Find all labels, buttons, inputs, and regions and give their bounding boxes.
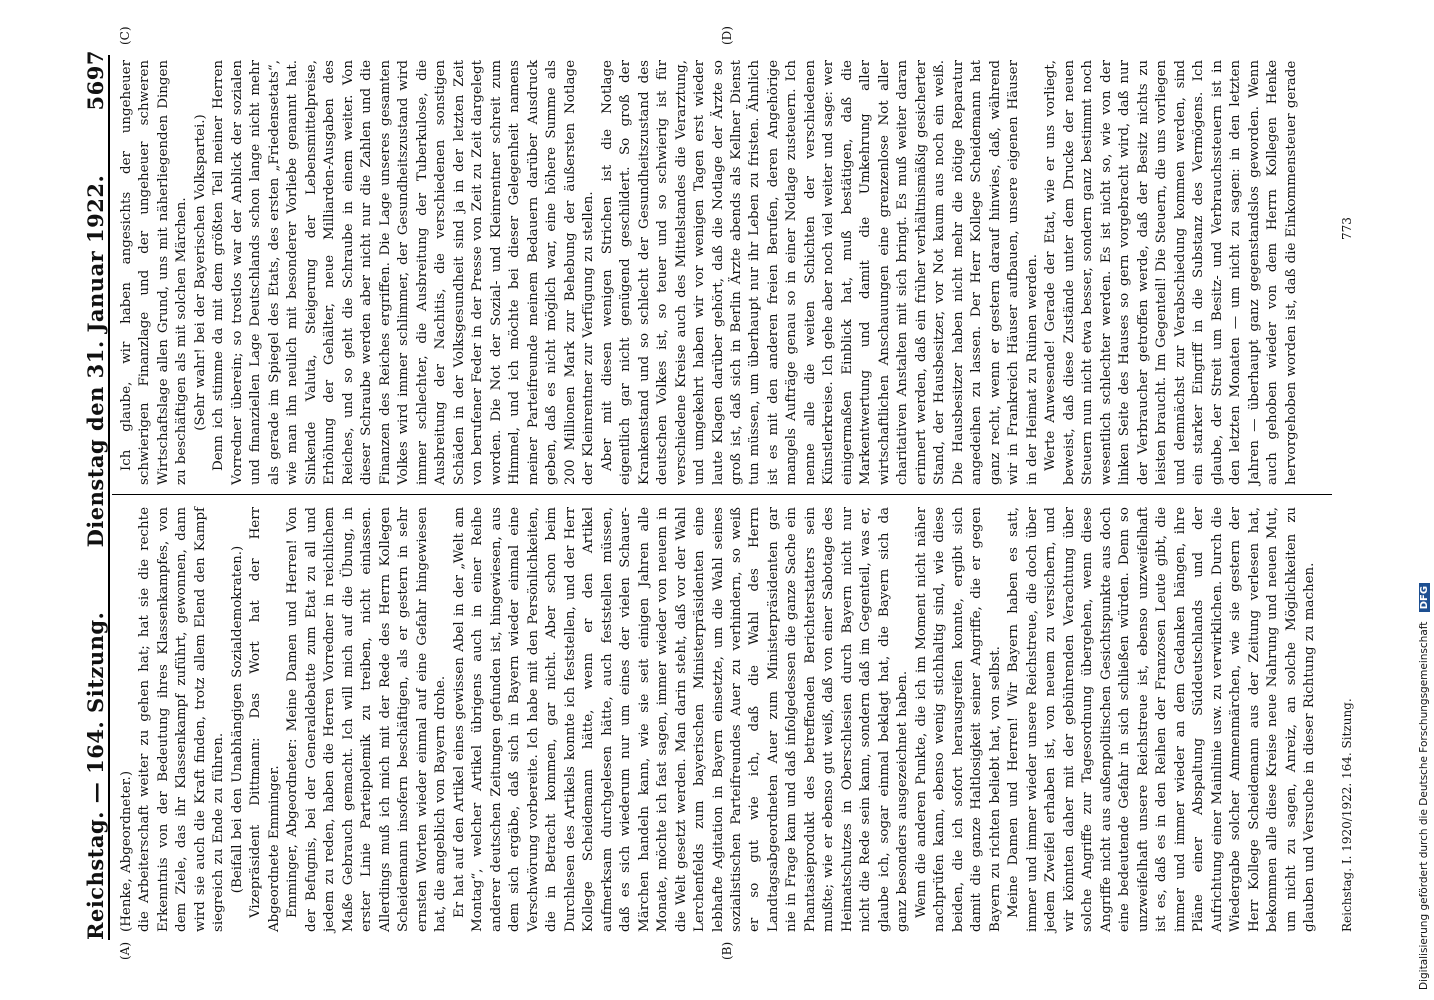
margin-marker-b: (B) xyxy=(720,941,734,960)
paragraph: Denn ich stimme da mit dem größten Teil meiner Herren Vorredner überein; so trostlos war der Anblick der sozialen und finanziellen Lage Deutschlands schon lange nicht mehr als gerade im Spiegel des Etats, des ersten „Friedensetats“, wie man ihn neulich mit besonderer Vorliebe genannt hat. Sinkende Valuta, Steigerung der Lebensmittelpreise, Erhöhung der Gehälter, neue Milliarden-Ausgaben des Reiches, und so geht die Schraube in einem weiter. Von dieser Schraube werden aber nicht nur die Zahlen und die Finanzen des Reiches ergriffen. Die Lage unseres gesamten Volkes wird immer schlimmer, der Gesundheitszustand wird immer schlechter, die Ausbreitung der Tuberkulose, die Ausbreitung der Nachitis, die verschiedenen sonstigen Schäden in der Volksgesundheit sind ja in der letzten Zeit von berufener Feder in der Presse von Zeit zu Zeit dargelegt worden. Die Not der Sozial- und Kleinrentner schreit zum Himmel, und ich möchte bei dieser Gelegenheit namens meiner Parteifreunde meinem Bedauern darüber Ausdruck geben, daß es nicht möglich war, eine höhere Summe als 200 Millionen Mark zur Behebung der äußersten Notlage der Kleinrentner zur Verfügung zu stellen. xyxy=(211,60,597,485)
paragraph: (Beifall bei den Unabhängigen Sozialdemokraten.) xyxy=(229,545,245,894)
margin-marker-a: (A) xyxy=(118,941,132,960)
page-header xyxy=(80,50,110,940)
column-divider xyxy=(112,494,1332,495)
paragraph: Aber mit diesen wenigen Strichen ist die Notlage eigentlich gar nicht genügend geschildert. So groß der Krankenstand und so schlecht der Gesundheitszustand des deutschen Volkes ist, so teuer und so schwierig ist für verschiedene Kreise auch des Mittelstandes die Verarztung, und umgekehrt haben wir vor wenigen Tagen erst wieder laute Klagen darüber gehört, daß die Notlage der Ärzte so groß ist, daß sich in Berlin Ärzte abends als Kellner Dienst tun müssen, um überhaupt nur ihr Leben zu fristen. Ähnlich ist es mit den anderen freien Berufen, deren Angehörige mangels Aufträge genau so in einer Notlage zusteuern. Ich nenne alle die weiten Schichten der verschiedenen Künstlerkreise. Ich gehe aber noch viel weiter und sage: wer einigermaßen Einblick hat, muß bestätigen, daß die Markentwertung und damit die Umkehrung aller wirtschaftlichen Anschauungen eine grenzenlose Not aller charitativen Anstalten mit sich bringt. Es muß weiter daran erinnert werden, daß ein früher verhältnismäßig gesicherter Stand, der Hausbesitzer, vor Not kaum aus noch ein weiß. Die Hausbesitzer haben nicht mehr die nötige Reparatur angedeihen zu lassen. Der Herr Kollege Scheidemann hat ganz recht, wenn er gestern darauf hinwies, daß, während wir in Frankreich Häuser aufbauen, unsere eigenen Häuser in der Heimat zu Ruinen werden. xyxy=(599,60,1040,485)
margin-marker-c: (C) xyxy=(118,26,132,45)
footer-left: Reichstag. I. 1920/1922. 164. Sitzung. xyxy=(1340,698,1354,932)
paragraph: (Henke, Abgeordneter.) xyxy=(119,770,134,932)
header-date: Dienstag den 31. Januar 1922. xyxy=(82,174,108,548)
left-column xyxy=(118,507,1319,932)
header-rule xyxy=(108,55,110,940)
page-number: 5697 xyxy=(82,50,108,111)
paragraph: die Arbeiterschaft weiter zu gehen hat; hat sie die rechte Erkenntnis von der Bedeutung ihres Klassenkampfes, von dem Ziele, das ihr Klassenkampf zuführt, gewonnen, dann wird sie auch die Kraft finden, trotz allem Elend den Kampf siegreich zu Ende zu führen. xyxy=(137,507,227,932)
paragraph: Emminger, Abgeordneter: Meine Damen und Herren! Von der Befugnis, bei der Generaldebatte zum Etat zu all und jedem zu reden, haben die Herren Vorredner in reichlichem Maße Gebrauch gemacht. Ich will mich auf die Übung, in erster Linie Parteipolemik zu treiben, nicht einlassen. Allerdings muß ich mich mit der Rede des Herrn Kollegen Scheidemann insofern beschäftigen, als er gestern in sehr ernsten Worten wieder einmal auf eine Gefahr hingewiesen hat, die angeblich von Bayern drohe. xyxy=(285,507,449,932)
sidebar-text: Digitalisierung gefördert durch die Deutsche Forschungsgemeinschaft xyxy=(1418,621,1430,990)
paragraph: Meine Damen und Herren! Wir Bayern haben es satt, immer und immer wieder unsere Reichstreue, die doch über jedem Zweifel erhaben ist, von neuem zu versichern, und wir könnten daher mit der gebührenden Verachtung über solche Angriffe zur Tagesordnung übergehen, wenn diese Angriffe nicht aus außenpolitischen Gesichtspunkte aus doch eine bedeutende Gefahr in sich schließen würden. Denn so unzweifelhaft unsere Reichstreue ist, ebenso unzweifelhaft ist es, daß es in den Reihen der Franzosen Leute gibt, die immer und immer wieder an dem Gedanken hängen, ihre Pläne einer Abspaltung Süddeutschlands und der Aufrichtung einer Mainlinie usw. zu verwirklichen. Durch die Wiedergabe solcher Ammenmärchen, wie sie gestern der Herr Kollege Scheidemann aus der Zeitung verlesen hat, bekommen alle diese Kreise neue Nahrung und neuen Mut, um nicht zu sagen, Anreiz, an solche Möglichkeiten zu glauben und Versuche in dieser Richtung zu machen. xyxy=(1006,507,1317,932)
header-left: Reichstag. — 164. Sitzung. xyxy=(82,611,108,940)
dfg-logo: DFG xyxy=(1419,583,1430,612)
paragraph: Werte Anwesende! Gerade der Etat, wie er uns vorliegt, beweist, daß diese Zustände unter dem Drucke der neuen Steuern nun nicht etwa besser, sondern ganz bestimmt noch wesentlich schlechter werden. Es ist nicht so, wie von der linken Seite des Hauses so gern vorgebracht wird, daß nur der Verbraucher getroffen werde, daß der Besitz nichts zu leisten braucht. Im Gegenteil! Die Steuern, die uns vorliegen und demnächst zur Verabschiedung kommen werden, sind ein starker Eingriff in die Substanz des Vermögens. Ich glaube, der Streit um Besitz- und Verbrauchssteuern ist in den letzten Monaten — um nicht zu sagen: in den letzten Jahren — überhaupt ganz gegenstandslos geworden. Wenn auch gehoben wieder von dem Herrn Kollegen Henke hervorgehoben worden ist, daß die Einkommensteuer gerade xyxy=(1043,60,1299,485)
footer-page: 773 xyxy=(1340,217,1354,240)
paragraph: Vizepräsident Dittmann: Das Wort hat der Herr Abgeordnete Emminger. xyxy=(248,507,282,932)
paragraph: Wenn die anderen Punkte, die ich im Moment nicht näher nachprüfen kann, ebenso wenig stichhaltig sind, wie diese beiden, die ich sofort herausgreifen konnte, ergibt sich damit die ganze Haltlosigkeit seiner Angriffe, die er gegen Bayern zu richten beliebt hat, von selbst. xyxy=(913,507,1003,932)
margin-marker-d: (D) xyxy=(720,26,734,45)
paragraph: (Sehr wahr! bei der Bayerischen Volkspartei.) xyxy=(192,114,208,431)
paragraph: Ich glaube, wir haben angesichts der ungeheuer schwierigen Finanzlage und der ungeheuer schweren Wirtschaftslage allen Grund, uns mit näherliegenden Dingen zu beschäftigen als mit solchen Märchen. xyxy=(119,60,190,485)
right-column xyxy=(118,60,1301,485)
dfg-sidebar xyxy=(1418,10,1434,990)
paragraph: Er hat auf den Artikel eines gewissen Abel in der „Welt am Montag“, welcher Artikel übrigens auch in einer Reihe anderer deutschen Zeitungen gefunden ist, hingewiesen, aus dem sich ergäbe, daß sich in Bayern wieder einmal eine Verschwörung vorbereite. Ich habe mit den Persönlichkeiten, die in Betracht kommen, gar nicht. Aber schon beim Durchlesen des Artikels konnte ich feststellen, und der Herr Kollege Scheidemann hätte, wenn er den Artikel aufmerksam durchgelesen hätte, auch feststellen müssen, daß es sich wiederum nur um eines der vielen Schauer-Märchen handeln kann, wie sie seit einigen Jahren alle Monate, möchte ich fast sagen, immer wieder von neuem in die Welt gesetzt werden. Man darin steht, daß vor der Wahl Lerchenfelds zum bayerischen Ministerpräsidenten eine lebhafte Agitation in Bayern einsetzte, um die Wahl seines sozialistischen Parteifreundes Auer zu verhindern, so weiß er so gut wie ich, daß die Wahl des Herrn Landtagsabgeordneten Auer zum Ministerpräsidenten gar nie in Frage kam und daß infolgedessen die ganze Sache ein Phantasieprodukt des betreffenden Berichterstatters sein mußte; wie er ebenso gut weiß, daß von einer Sabotage des Heimatschutzes in Oberschlesien durch Bayern nicht nur nicht die Rede sein kann, sondern daß im Gegenteil, was er, glaube ich, sogar einmal beklagt hat, die Bayern sich da ganz besonders ausgezeichnet haben. xyxy=(451,507,911,932)
